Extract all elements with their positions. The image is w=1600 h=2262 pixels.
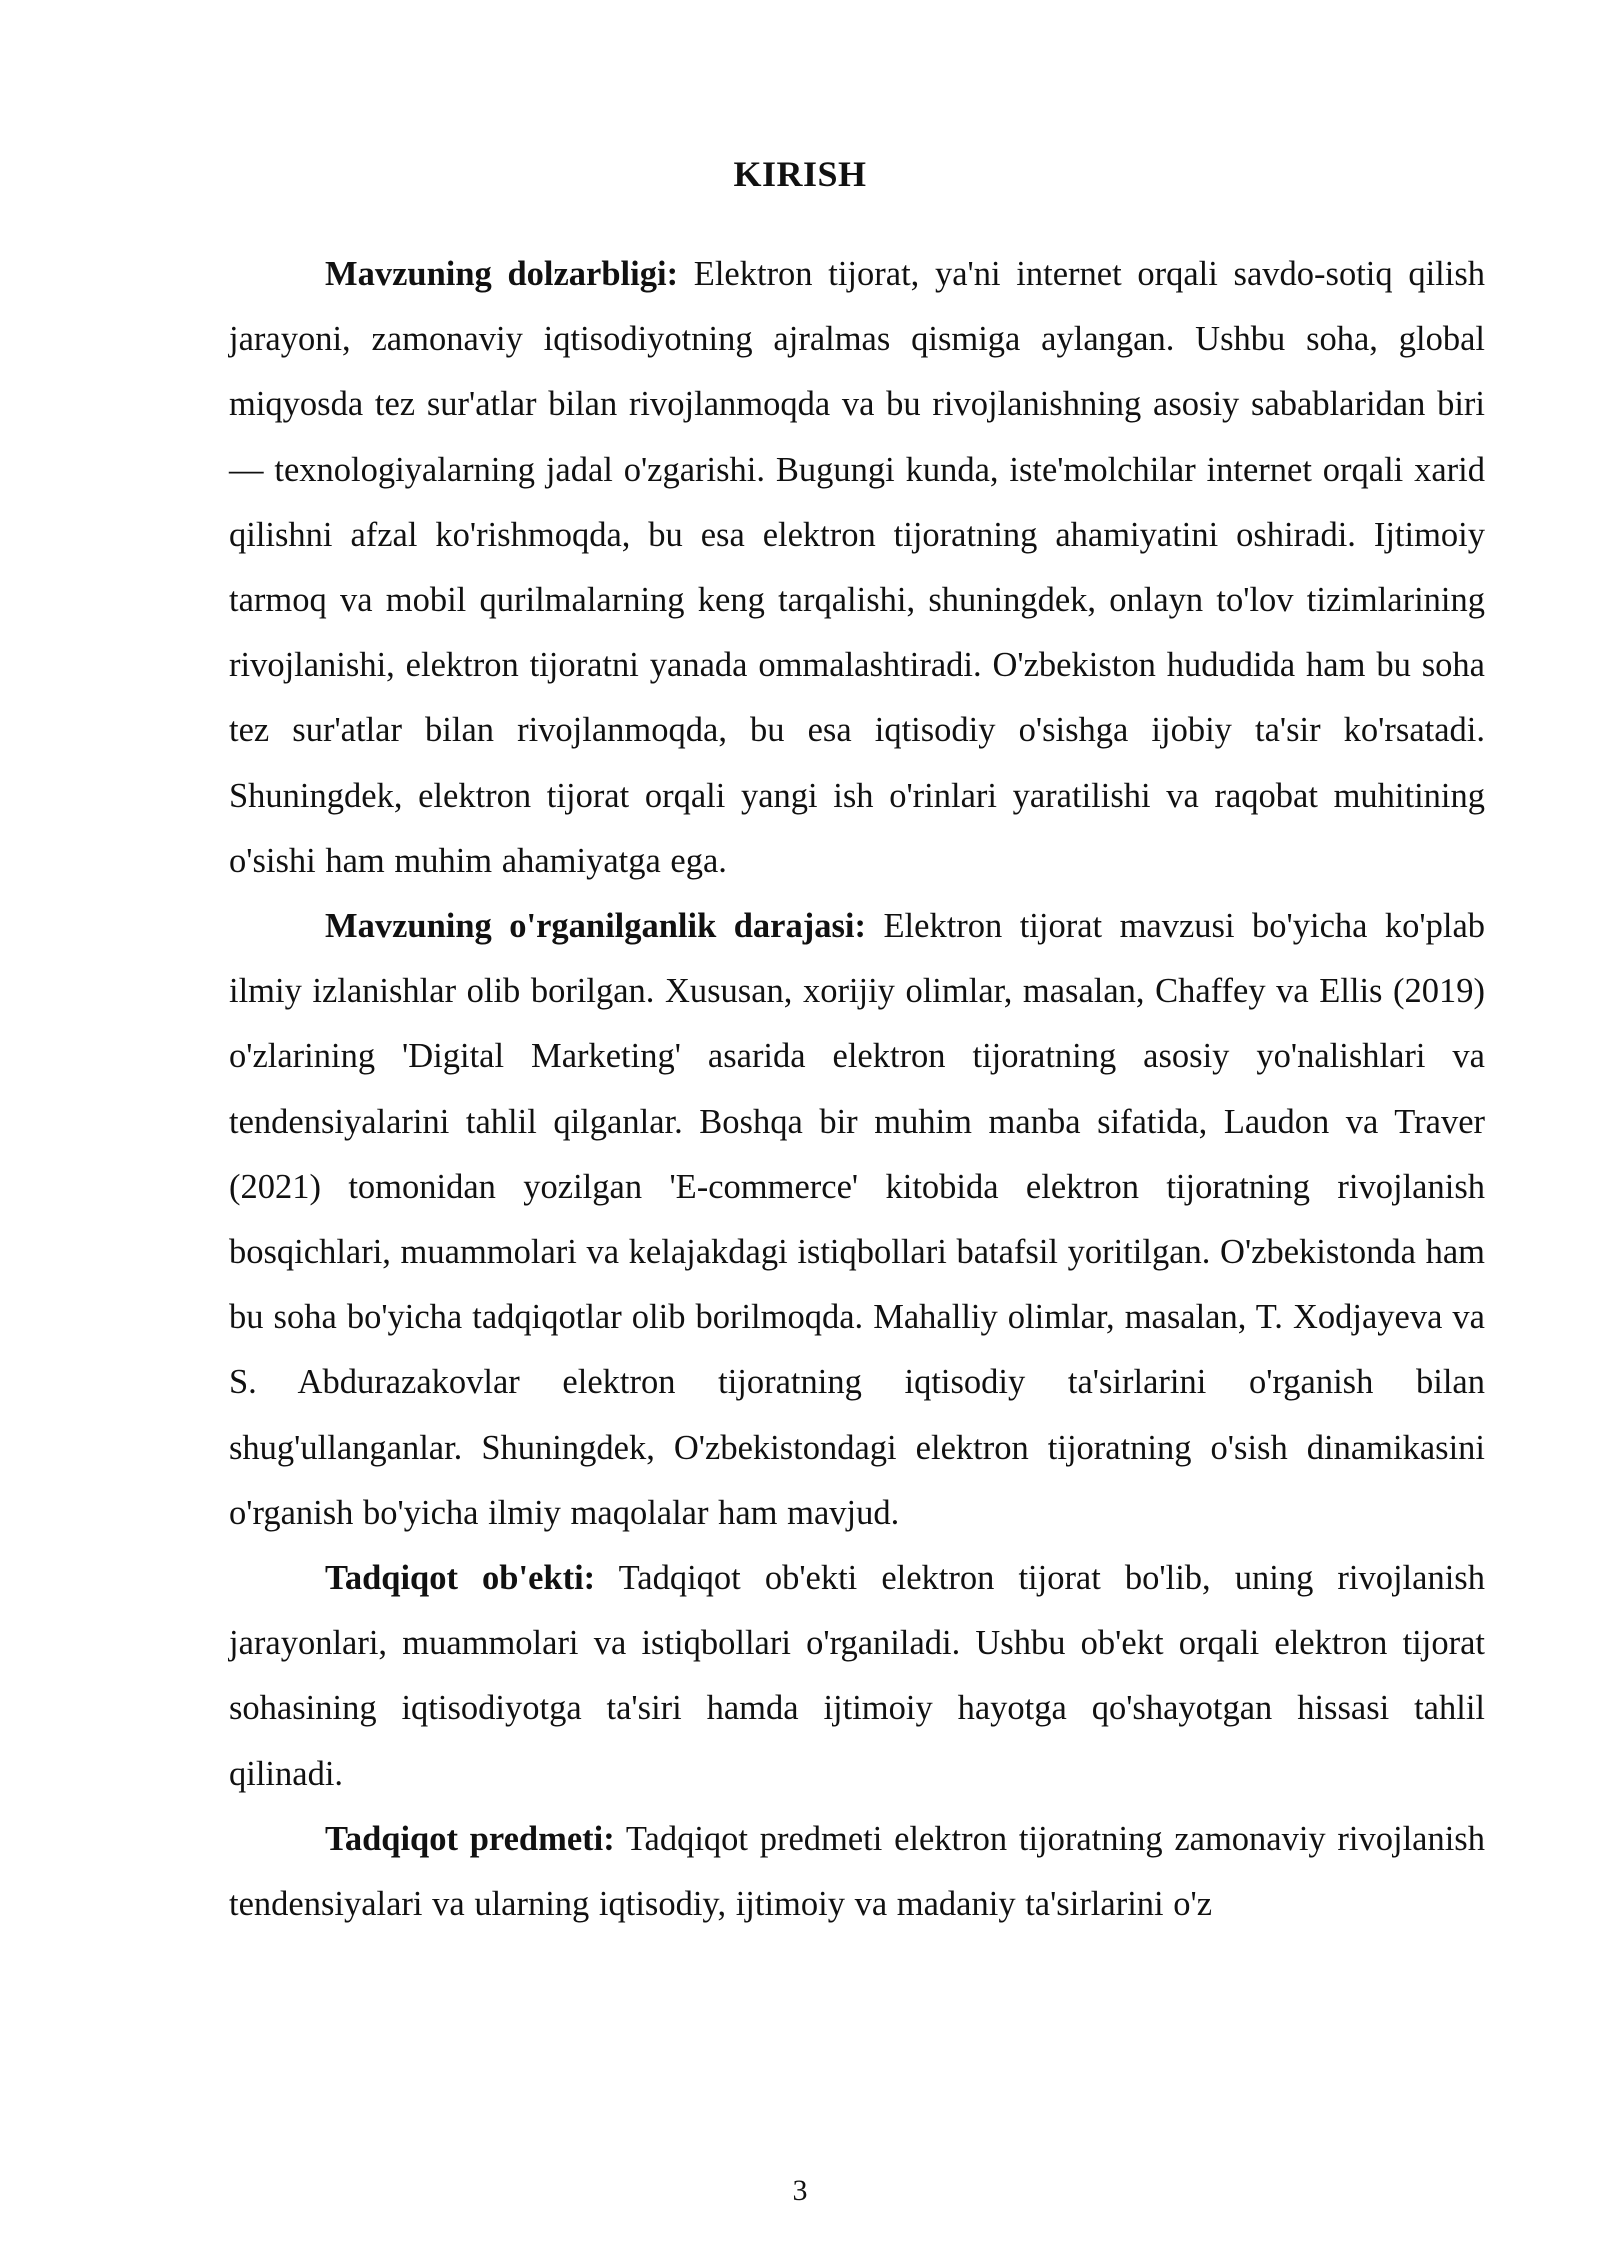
- paragraph-lead: Mavzuning dolzarbligi:: [325, 255, 679, 293]
- paragraph-research-subject: [229, 1807, 1485, 1937]
- paragraph-relevance: [229, 242, 1485, 894]
- paragraph-text: Elektron tijorat mavzusi bo'yicha ko'plab ilmiy izlanishlar olib borilgan. Xususan, xorijiy olimlar, masalan, Chaffey va Ellis (2019) o'zlarining 'Digital Marketing' asarida elektron tijoratning asosiy yo'nalishlari va tendensiyalarini tahlil qilganlar. Boshqa bir muhim manba sifatida, Laudon va Traver (2021) tomonidan yozilgan 'E-commerce' kitobida elektron tijoratning rivojlanish bosqichlari, muammolari va kelajakdagi istiqbollari batafsil yoritilgan. O'zbekistonda ham bu soha bo'yicha tadqiqotlar olib borilmoqda. Mahalliy olimlar, masalan, T. Xodjayeva va S. Abdurazakovlar elektron tijoratning iqtisodiy ta'sirlarini o'rganish bilan shug'ullanganlar. Shuningdek, O'zbekistondagi elektron tijoratning o'sish dinamikasini o'rganish bo'yicha ilmiy maqolalar ham mavjud.: [229, 907, 1486, 1532]
- paragraph-text: Tadqiqot predmeti elektron tijoratning zamonaviy rivojlanish tendensiyalari va ularning iqtisodiy, ijtimoiy va madaniy ta'sirlarini o'z: [229, 1819, 1485, 1924]
- paragraph-lead: Mavzuning o'rganilganlik darajasi:: [325, 907, 866, 946]
- page-heading: KIRISH: [733, 154, 867, 194]
- document-body: [229, 242, 1485, 1937]
- paragraph-lead: Tadqiqot predmeti:: [325, 1819, 615, 1858]
- paragraph-lead: Tadqiqot ob'ekti:: [325, 1559, 596, 1598]
- paragraph-text: Elektron tijorat, ya'ni internet orqali savdo-sotiq qilish jarayoni, zamonaviy iqtisodiyotning ajralmas qismiga aylangan. Ushbu soha, global miqyosda tez sur'atlar bilan rivojlanmoqda va bu rivojlanishning asosiy sabablaridan biri — texnologiyalarning jadal o'zgarishi. Bugungi kunda, iste'molchilar internet orqali xarid qilishni afzal ko'rishmoqda, bu esa elektron tijoratning ahamiyatini oshiradi. Ijtimoiy tarmoq va mobil qurilmalarning keng tarqalishi, shuningdek, onlayn to'lov tizimlarining rivojlanishi, elektron tijoratni yanada ommalashtiradi. O'zbekiston hududida ham bu soha tez sur'atlar bilan rivojlanmoqda, bu esa iqtisodiy o'sishga ijobiy ta'sir ko'rsatadi. Shuningdek, elektron tijorat orqali yangi ish o'rinlari yaratilishi va raqobat muhitining o'sishi ham muhim ahamiyatga ega.: [229, 255, 1485, 880]
- paragraph-research-object: [229, 1546, 1485, 1807]
- page-number: 3: [792, 2174, 808, 2207]
- paragraph-study-level: [229, 894, 1485, 1546]
- paragraph-text: Tadqiqot ob'ekti elektron tijorat bo'lib, uning rivojlanish jarayonlari, muammolari va istiqbollari o'rganiladi. Ushbu ob'ekt orqali elektron tijorat sohasining iqtisodiyotga ta'siri hamda ijtimoiy hayotga qo'shayotgan hissasi tahlil qilinadi.: [229, 1559, 1485, 1793]
